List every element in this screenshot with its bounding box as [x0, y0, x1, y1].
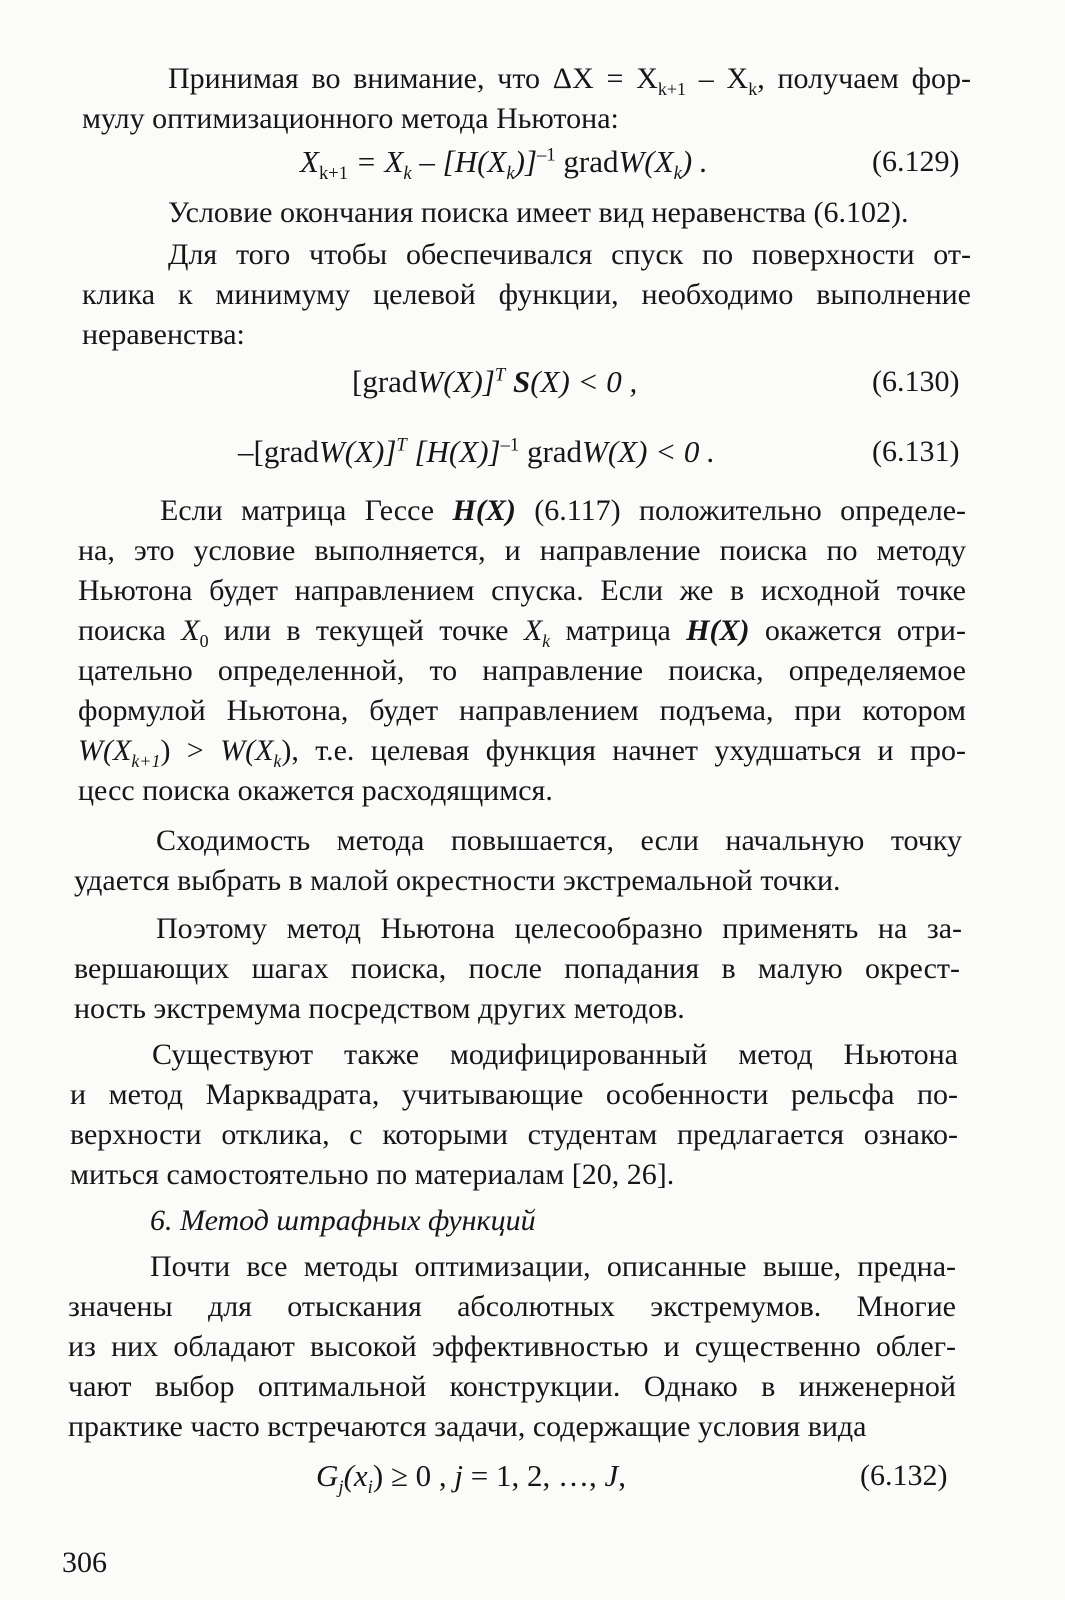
section-heading: 6. Метод штрафных функций: [150, 1204, 536, 1237]
formula-6-132: $G_j(x_i) \ge 0$ , j = 1, 2, …, J,: [316, 1458, 627, 1499]
formula-6-129: $X_{k+1} = X_k - [H(X_k)]^{-1}$ $gradW(X_k)$ .: [300, 144, 708, 185]
text-line: Сходимость метода повышается, если начальную точку: [156, 824, 962, 857]
text-line: Почти все методы оптимизации, описанные выше, предна-: [150, 1250, 956, 1283]
text-line: Принимая во внимание, что $\Delta X = X_{k+1} - X_k$, получаем фор-: [168, 62, 971, 99]
text-line: чают выбор оптимальной конструкции. Однако в инженерной: [68, 1370, 956, 1403]
text-line: значены для отыскания абсолютных экстремумов. Многие: [68, 1290, 956, 1323]
text-line: верхности отклика, с которыми студентам предлагается ознако-: [70, 1118, 958, 1151]
text-line: Для того чтобы обеспечивался спуск по поверхности от-: [168, 238, 971, 271]
text-line: $W(X_{k+1}) > W(X_k)$, т.е. целевая функция начнет ухудшаться и про-: [78, 734, 966, 771]
text-line: Если матрица Гессе H(X) (6.117) положительно определе-: [160, 494, 966, 527]
text-line: на, это условие выполняется, и направление поиска по методу: [78, 534, 966, 567]
text-line: цесс поиска окажется расходящимся.: [78, 774, 553, 807]
formula-6-130: [gradW(X)]$^T$ S(X) < 0 ,: [352, 364, 638, 399]
text-line: неравенства:: [82, 318, 245, 351]
text-line: Условие окончания поиска имеет вид неравенства (6.102).: [168, 196, 909, 229]
text-line: практике часто встречаются задачи, содержащие условия вида: [68, 1410, 867, 1443]
text-line: ность экстремума посредством других методов.: [74, 992, 685, 1025]
text-line: и метод Марквадрата, учитывающие особенности рельсфа по-: [70, 1078, 958, 1111]
text-line: формулой Ньютона, будет направлением подъема, при котором: [78, 694, 966, 727]
text-line: поиска $X_0$ или в текущей точке $X_k$ матрица H(X) окажется отри-: [78, 614, 966, 651]
formula-6-131: –[gradW(X)]$^T$ $[H(X)]^{-1}$ gradW(X) < 0 .: [238, 434, 715, 469]
text-line: Ньютона будет направлением спуска. Если же в исходной точке: [78, 574, 966, 607]
text-line: цательно определенной, то направление поиска, определяемое: [78, 654, 966, 687]
equation-number: (6.130): [872, 365, 960, 398]
text-line: Поэтому метод Ньютона целесообразно применять на за-: [156, 912, 962, 945]
equation-number: (6.131): [872, 435, 960, 468]
equation-number: (6.129): [872, 145, 960, 178]
text-line: из них обладают высокой эффективностью и существенно облег-: [68, 1330, 956, 1363]
text-line: клика к минимуму целевой функции, необходимо выполнение: [82, 278, 971, 311]
text-line: вершающих шагах поиска, после попадания в малую окрест-: [74, 952, 960, 985]
page-number: 306: [62, 1546, 107, 1579]
equation-number: (6.132): [860, 1459, 948, 1492]
text-line: Существуют также модифицированный метод Ньютона: [152, 1038, 958, 1071]
text-line: удается выбрать в малой окрестности экстремальной точки.: [74, 864, 841, 897]
text-line: миться самостоятельно по материалам [20, 26].: [70, 1158, 675, 1191]
text-line: мулу оптимизационного метода Ньютона:: [82, 102, 619, 135]
